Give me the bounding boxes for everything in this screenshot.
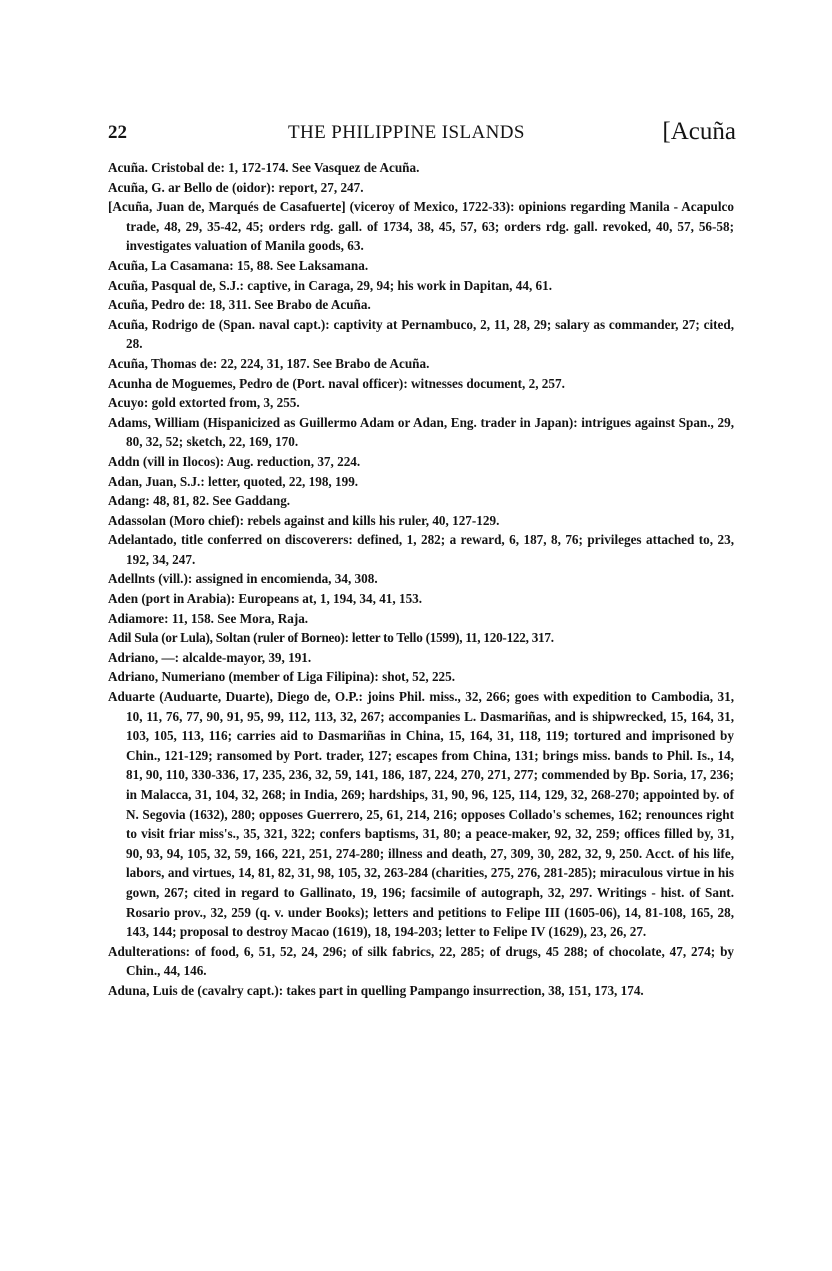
index-entry: Adan, Juan, S.J.: letter, quoted, 22, 198, 199. xyxy=(108,473,359,489)
index-entry: Adriano, Numeriano (member of Liga Filipina): shot, 52, 225. xyxy=(108,669,456,685)
index-entry: Acuña, G. ar Bello de (oidor): report, 27, 247. xyxy=(108,179,364,195)
page-header xyxy=(108,120,736,154)
index-entry: Addn (vill in Ilocos): Aug. reduction, 37, 224. xyxy=(108,453,361,469)
index-entry: Adassolan (Moro chief): rebels against and kills his ruler, 40, 127-129. xyxy=(108,512,500,528)
index-entry: Acunha de Moguemes, Pedro de (Port. naval officer): witnesses document, 2, 257. xyxy=(108,375,565,391)
index-entry: Adil Sula (or Lula), Soltan (ruler of Borneo): letter to Tello (1599), 11, 120-122, 317. xyxy=(108,630,554,646)
index-entry: Adulterations: of food, 6, 51, 52, 24, 296; of silk fabrics, 22, 285; of drugs, 45 288; of chocolate, 47, 274; by Chin., 44, 146. xyxy=(108,943,734,979)
index-entry: Adellnts (vill.): assigned in encomienda, 34, 308. xyxy=(108,571,378,587)
index-entry: Acuña, Pedro de: 18, 311. See Brabo de Acuña. xyxy=(108,297,371,313)
index-entry: Aduna, Luis de (cavalry capt.): takes part in quelling Pampango insurrection, 38, 151, 173, 174. xyxy=(108,982,644,998)
index-entry: Acuña, Rodrigo de (Span. naval capt.): captivity at Pernambuco, 2, 11, 28, 29; salary as commander, 27; cited, 28. xyxy=(108,316,734,352)
index-entry: Adams, William (Hispanicized as Guillermo Adam or Adan, Eng. trader in Japan): intrigues against Span., 29, 80, 32, 52; sketch, 22, 169, 170. xyxy=(108,414,734,450)
index-entry: Acuyo: gold extorted from, 3, 255. xyxy=(108,395,300,411)
index-entry: Acuña, La Casamana: 15, 88. See Laksamana. xyxy=(108,257,369,273)
index-entry: Aduarte (Auduarte, Duarte), Diego de, O.P.: joins Phil. miss., 32, 266; goes with expedition to Cambodia, 31, 10, 11, 76, 77, 90, 91, 95, 99, 112, 113, 32, 267; accompanies L. Dasmariñas, and is shipwrecked, 15, 164, 31, 103, 105, 113, 116; carries aid to Dasmariñas in China, 15, 164, 31, 118, 119; tortured and imprisoned by Chin., 121-129; ransomed by Port. trader, 127; escapes from China, 131; brings miss. bands to Phil. Is., 14, 81, 90, 110, 330-336, 17, 235, 236, 32, 59, 141, 186, 187, 224, 270, 271, 277; commended by Bp. Soria, 17, 236; in Malacca, 31, 104, 32, 268; in India, 269; hardships, 31, 90, 96, 125, 114, 129, 32, 268-270; appointed by. of N. Segovia (1632), 280; opposes Guerrero, 25, 61, 214, 216; opposes Collado's schemes, 162; renounces right to visit friar miss's., 35, 321, 322; confers baptisms, 31, 80; a peace-maker, 92, 32, 259; offices filled by, 31, 90, 93, 94, 105, 32, 59, 166, 221, 251, 274-280; illness and death, 27, 309, 30, 282, 32, 9, 250. Acct. of his life, labors, and virtues, 14, 81, 82, 31, 98, 105, 32, 263-284 (charities, 275, 276, 281-285); miraculous virtue in his gown, 267; cited in regard to Gallinato, 19, 196; facsimile of autograph, 32, 297. Writings - hist. of Sant. Rosario prov., 32, 259 (q. v. under Books); letters and petitions to Felipe III (1605-06), 14, 81-108, 165, 28, 143, 144; proposal to destroy Macao (1619), 18, 194-203; letter to Felipe IV (1629), 23, 26, 27. xyxy=(108,689,734,940)
index-entry: [Acuña, Juan de, Marqués de Casafuerte] (viceroy of Mexico, 1722-33): opinions regarding Manila - Acapulco trade, 48, 29, 35-42, 45; orders rdg. gall. of 1734, 38, 45, 57, 63; orders rdg. gall. revoked, 40, 57, 56-58; investigates valuation of Manila goods, 63. xyxy=(108,199,734,254)
index-entry: Adelantado, title conferred on discoverers: defined, 1, 282; a reward, 6, 187, 8, 76; privileges attached to, 23, 192, 34, 247. xyxy=(108,532,734,567)
index-entry: Acuña, Pasqual de, S.J.: captive, in Caraga, 29, 94; his work in Dapitan, 44, 61. xyxy=(108,277,553,293)
index-entries xyxy=(108,158,734,1001)
index-entry: Adiamore: 11, 158. See Mora, Raja. xyxy=(108,610,309,626)
index-entry: Aden (port in Arabia): Europeans at, 1, 194, 34, 41, 153. xyxy=(108,591,423,607)
index-entry: Adriano, —: alcalde-mayor, 39, 191. xyxy=(108,649,312,665)
index-entry: Adang: 48, 81, 82. See Gaddang. xyxy=(108,493,291,509)
running-title: THE PHILIPPINE ISLANDS xyxy=(288,122,525,143)
guide-word: [Acuña xyxy=(662,118,736,145)
page-number: 22 xyxy=(108,122,127,143)
index-entry: Acuña, Thomas de: 22, 224, 31, 187. See Brabo de Acuña. xyxy=(108,355,430,371)
index-entry: Acuña. Cristobal de: 1, 172-174. See Vasquez de Acuña. xyxy=(108,160,420,175)
